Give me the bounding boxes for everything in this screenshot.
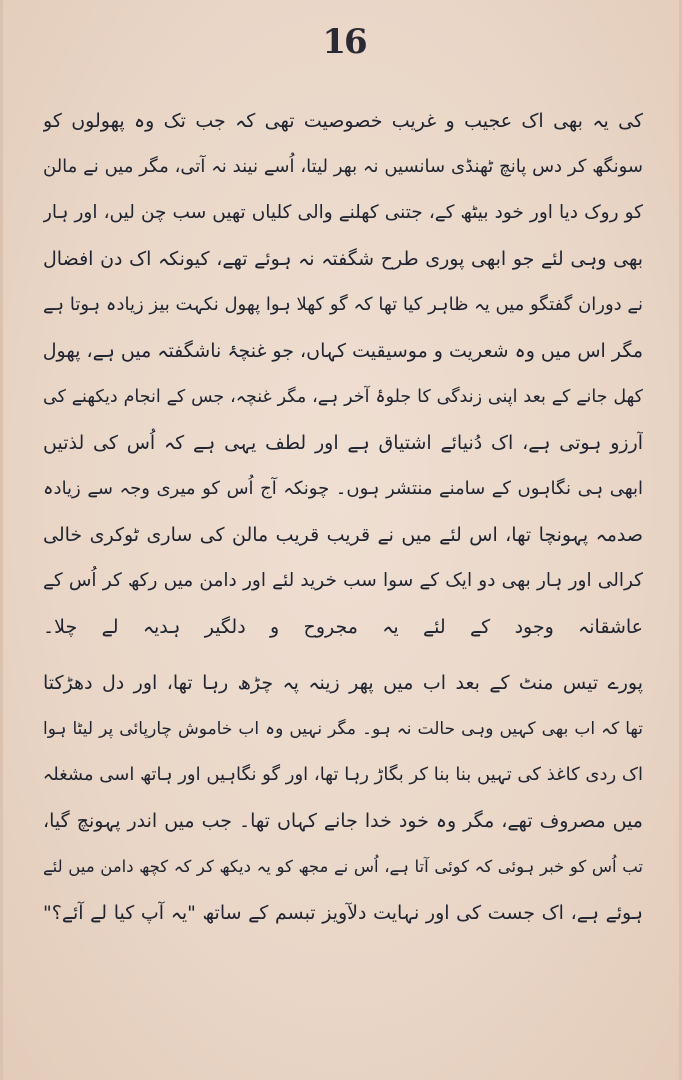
text-line: تب اُس کو خبر ہوئی کہ کوئی آتا ہے، اُس نے مجھ کو یہ دیکھ کر کہ کچھ دامن میں لئے [43, 857, 643, 876]
text-line: میں مصروف تھے، مگر وہ خود خدا جانے کہاں تھا۔ جب میں اندر پہونچ گیا، [43, 810, 643, 832]
text-line: صدمہ پہونچا تھا، اس لئے میں نے قریب قریب مالن کی ساری ٹوکری خالی [43, 524, 643, 546]
text-line: بھی وہی لئے جو ابھی پوری طرح شگفتہ نہ ہوئے تھے، کیونکہ اک دن افضال [43, 248, 643, 270]
text-line: عاشقانہ وجود کے لئے یہ مجروح و دلگیر ہدیہ لے چلا۔ [43, 616, 643, 638]
page-number: 16 [322, 22, 366, 62]
text-line: آرزو ہوتی ہے، اک دُنیائے اشتیاق ہے اور لطف یہی ہے کہ اُس کی لذتیں [43, 432, 643, 454]
text-line: تھا کہ اب بھی کہیں وہی حالت نہ ہو۔ مگر نہیں وہ اب خاموش چارپائی پر لیٹا ہوا [43, 719, 643, 739]
text-line: کرالی اور ہار بھی دو ایک کے سوا سب خرید لئے اور دامن میں رکھ کر اُس کے [43, 570, 643, 591]
text-line: سونگھ کر دس پانچ ٹھنڈی سانسیں نہ بھر لیتا، اُسے نیند نہ آتی، مگر میں نے مالن [43, 156, 643, 177]
text-line: کو روک دیا اور خود بیٹھ کے، جتنی کھلنے والی کلیاں تھیں سب چن لیں، اور ہار [43, 202, 643, 223]
paragraph [43, 98, 643, 650]
text-line: ہوئے ہے، اک جست کی اور نہایت دلآویز تبسم کے ساتھ "یہ آپ کیا لے آئے؟" [43, 902, 643, 924]
text-line: کھل جانے کے بعد اپنی زندگی کا جلوۂ آخر ہے، مگر غنچہ، جس کے انجام دیکھنے کی [43, 387, 643, 407]
text-line: کی یہ بھی اک عجیب و غریب خصوصیت تھی کہ جب تک وہ پھولوں کو [43, 110, 643, 132]
text-line: مگر اس میں وہ شعریت و موسیقیت کہاں، جو غنچۂ ناشگفتہ میں ہے، پھول [43, 340, 643, 362]
page-body-text [43, 98, 643, 936]
text-line: ابھی ہی نگاہوں کے سامنے منتشر ہوں۔ چونکہ آج اُس کو میری وجہ سے زیادہ [43, 478, 643, 499]
text-line: اک ردی کاغذ کی تہیں بنا بنا کر بگاڑ رہا تھا، اور گو نگاہیں اور ہاتھ اسی مشغلہ [43, 764, 643, 785]
text-line: نے دوران گفتگو میں یہ ظاہر کیا تھا کہ گو کھلا ہوا پھول نکہت بیز زیادہ ہوتا ہے [43, 294, 643, 315]
text-line: پورے تیس منٹ کے بعد اب میں پھر زینہ پہ چڑھ رہا تھا، اور دل دھڑکتا [43, 672, 643, 694]
paragraph [43, 660, 643, 936]
